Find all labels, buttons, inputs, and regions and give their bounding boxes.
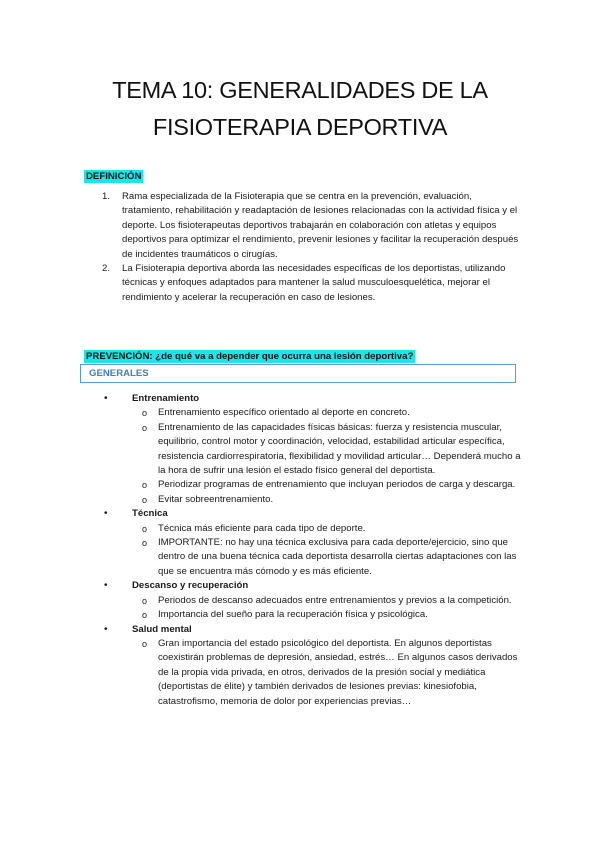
generales-list <box>104 392 522 709</box>
list-item <box>132 594 522 608</box>
list-item <box>132 421 522 479</box>
sub-bullet-icon: o <box>142 422 148 433</box>
section-heading: Entrenamiento <box>132 393 200 404</box>
definicion-item-1 <box>102 190 522 262</box>
list-item-text: Entrenamiento específico orientado al deporte en concreto. <box>158 407 410 419</box>
sub-bullet-icon: o <box>142 523 148 534</box>
generales-heading: GENERALES <box>89 368 149 379</box>
sub-bullet-icon: o <box>142 408 148 419</box>
definicion-highlight: DEFINICIÓN <box>86 171 142 182</box>
list-item <box>132 478 522 492</box>
section-heading: Descanso y recuperación <box>132 580 249 592</box>
list-item-text: Técnica más eficiente para cada tipo de deporte. <box>158 522 366 534</box>
section-heading: Técnica <box>132 508 168 520</box>
list-item <box>132 406 522 420</box>
list-item <box>132 493 522 507</box>
generales-heading-box <box>80 364 516 383</box>
definicion-item-2-text: La Fisioterapia deportiva aborda las necesidades específicas de los deportistas, utilizando técnicas y enfoques adaptados para mantener la salud musculoesquelética, mejorar el rendimiento y acelerar la recuperación en caso de lesiones. <box>122 263 506 303</box>
definicion-item-2 <box>102 262 522 305</box>
page-title-line-1: TEMA 10: GENERALIDADES DE LA <box>112 77 488 103</box>
prevencion-highlight: PREVENCIÓN: ¿de qué va a depender que ocurra una lesión deportiva? <box>86 351 414 362</box>
list-item <box>132 637 522 709</box>
list-item <box>132 536 522 579</box>
list-item-text: Entrenamiento de las capacidades físicas básicas: fuerza y resistencia muscular, equilibrio, control motor y coordinación, velocidad, estabilidad articular específica, resistencia cardiorrespiratoria, flexibilidad y movilidad articular… Dependerá mucho a la hora de sufrir una lesión el estado físico general del deportista. <box>158 421 521 477</box>
sub-bullet-icon: o <box>142 538 148 549</box>
sub-bullet-icon: o <box>142 638 148 649</box>
list-item-text: Periodizar programas de entrenamiento que incluyan periodos de carga y descarga. <box>158 479 516 491</box>
list-item-text: Gran importancia del estado psicológico del deportista. En algunos deportistas coexistirán problemas de depresión, ansiedad, estrés… En algunos casos derivados de la propia vida privada, en otros, derivados de la presión social y mediática (deportistas de élite) y también derivados de lesiones previas: kinesiofobia, catastrofismo, memoria de dolor por experiencias previas… <box>158 637 518 707</box>
sub-bullet-icon: o <box>142 494 148 505</box>
list-item <box>132 522 522 536</box>
section-entrenamiento <box>104 392 522 406</box>
prevencion-label <box>84 346 415 364</box>
list-item-text: Periodos de descanso adecuados entre entrenamientos y previos a la competición. <box>158 594 512 606</box>
definicion-item-2-number: 2. <box>102 263 111 275</box>
bullet-icon: • <box>104 508 108 520</box>
bullet-icon: • <box>104 623 108 635</box>
section-tecnica <box>104 507 522 521</box>
definicion-item-1-number: 1. <box>102 191 111 202</box>
section-descanso <box>104 579 522 593</box>
definicion-label <box>84 166 143 184</box>
definicion-list <box>102 190 522 305</box>
sub-bullet-icon: o <box>142 595 148 606</box>
bullet-icon: • <box>104 580 108 592</box>
section-salud-mental <box>104 623 522 637</box>
definicion-item-1-text: Rama especializada de la Fisioterapia que se centra en la prevención, evaluación, tratamiento, rehabilitación y readaptación de lesiones relacionadas con la actividad física y el deporte. Los fisioterapeutas deportivos trabajarán en colaboración con atletas y equipos deportivos para optimizar el rendimiento, prevenir lesiones y facilitar la recuperación después de incidentes traumáticos o cirugías. <box>122 191 519 260</box>
page-title-line-2: FISIOTERAPIA DEPORTIVA <box>152 114 448 140</box>
sub-bullet-icon: o <box>142 610 148 621</box>
sub-bullet-icon: o <box>142 480 148 491</box>
list-item <box>132 608 522 622</box>
page-title <box>0 72 600 146</box>
list-item-text: IMPORTANTE: no hay una técnica exclusiva para cada deporte/ejercicio, sino que dentro de una buena técnica cada deportista desarrolla ciertas adaptaciones con las que se encuentra más cómodo y es más eficiente. <box>158 537 517 577</box>
section-heading: Salud mental <box>132 623 192 635</box>
list-item-text: Importancia del sueño para la recuperación física y psicológica. <box>158 609 428 621</box>
list-item-text: Evitar sobreentrenamiento. <box>158 493 274 505</box>
bullet-icon: • <box>104 393 108 404</box>
